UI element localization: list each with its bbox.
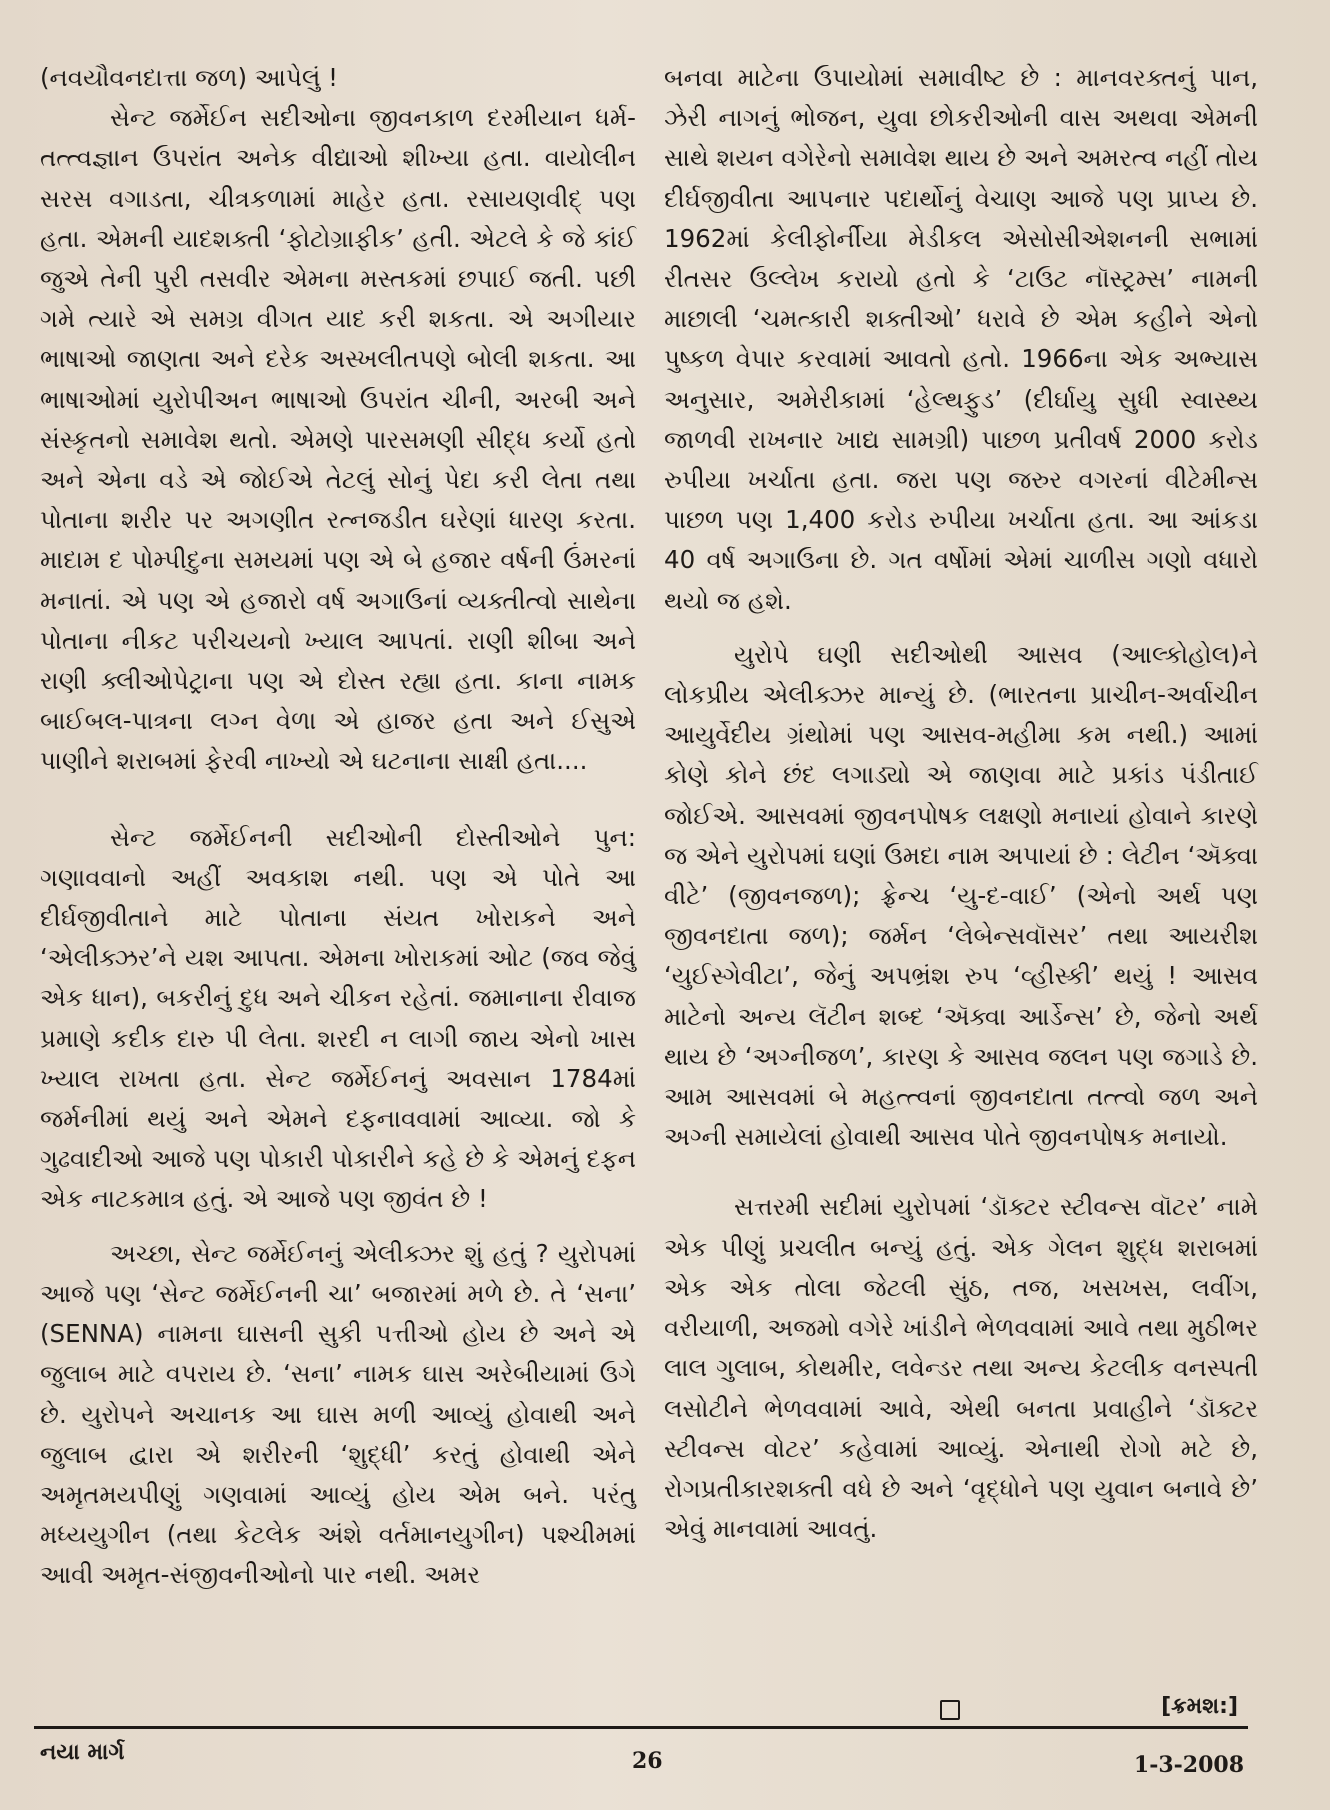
paragraph: (નવયૌવનદાત્તા જળ) આપેલું ! xyxy=(40,63,338,92)
article-end-box-icon xyxy=(940,1700,960,1720)
issue-date: 1-3-2008 xyxy=(1133,1752,1244,1778)
paragraph-gap xyxy=(664,1157,1258,1187)
magazine-name: નયા માર્ગ xyxy=(40,1740,125,1765)
paragraph: સત્તરમી સદીમાં યુરોપમાં ‘ડૉક્ટર સ્ટીવન્સ વૉટર’ નામે એક પીણું પ્રચલીત બન્યું હતું. એક ગેલન શુદ્ધ શરાબમાં એક એક તોલા જેટલી સુંઠ, તજ, ખસખસ, લવીંગ, વરીયાળી, અજમો વગેરે ખાંડીને ભેળવવામાં આવે તથા મુઠીભર લાલ ગુલાબ, કોથમીર, લવેન્ડર તથા અન્ય કેટલીક વનસ્પતી લસોટીને ભેળવવામાં આવે, એથી બનતા પ્રવાહીને ‘ડૉક્ટર સ્ટીવન્સ વોટર’ કહેવામાં આવ્યું. એનાથી રોગો મટે છે, રોગપ્રતીકારશક્તી વધે છે અને ‘વૃદ્ધોને પણ યુવાન બનાવે છે’ એવું માનવામાં આવતું. xyxy=(664,1192,1258,1544)
right-column xyxy=(664,58,1258,1549)
paragraph: અચ્છા, સેન્ટ જર્મેઈનનું એલીક્ઝર શું હતું ? યુરોપમાં આજે પણ ‘સેન્ટ જર્મેઈનની ચા’ બજારમાં મળે છે. તે ‘સના’ (SENNA) નામના ઘાસની સુકી પત્તીઓ હોય છે અને એ જુલાબ માટે વપરાય છે. ‘સના’ નામક ઘાસ અરેબીયામાં ઉગે છે. યુરોપને અચાનક આ ઘાસ મળી આવ્યું હોવાથી અને જુલાબ દ્વારા એ શરીરની ‘શુદ્ધી’ કરતું હોવાથી એને અમૃતમયપીણું ગણવામાં આવ્યું હોય એમ બને. પરંતુ મધ્યયુગીન (તથા કેટલેક અંશે વર્તમાનયુગીન) પશ્ચીમમાં આવી અમૃત-સંજીવનીઓનો પાર નથી. અમર xyxy=(40,1238,636,1590)
paragraph-gap xyxy=(664,621,1258,635)
paragraph-gap xyxy=(40,1220,636,1234)
paragraph: યુરોપે ઘણી સદીઓથી આસવ (આલ્કોહોલ)ને લોકપ્રીય એલીક્ઝર માન્યું છે. (ભારતના પ્રાચીન-અર્વાચીન આયુર્વેદીય ગ્રંથોમાં પણ આસવ-મહીમા કમ નથી.) આમાં કોણે કોને છંદ લગાડ્યો એ જાણવા માટે પ્રકાંડ પંડીતાઈ જોઈએ. આસવમાં જીવનપોષક લક્ષણો મનાયાં હોવાને કારણે જ એને યુરોપમાં ઘણાં ઉમદા નામ અપાયાં છે : લેટીન ‘ઍક્વા વીટે’ (જીવનજળ); ફ્રેન્ચ ‘યુ-દ-વાઈ’ (એનો અર્થ પણ જીવનદાતા જળ); જર્મન ‘લેબેન્સવૉસર’ તથા આયરીશ ‘યુઈસ્ગેવીટા’, જેનું અપભ્રંશ રુપ ‘વ્હીસ્કી’ થયું ! આસવ માટેનો અન્ય લૅટીન શબ્દ ‘ઍક્વા આર્ડેન્સ’ છે, જેનો અર્થ થાય છે ‘અગ્નીજળ’, કારણ કે આસવ જલન પણ જગાડે છે. આમ આસવમાં બે મહત્ત્વનાં જીવનદાતા તત્ત્વો જળ અને અગ્ની સમાયેલાં હોવાથી આસવ પોતે જીવનપોષક મનાયો. xyxy=(664,639,1258,1152)
footer-rule xyxy=(34,1726,1248,1729)
continued-label: [ક્રમશ:] xyxy=(1161,1694,1238,1719)
paragraph: બનવા માટેના ઉપાયોમાં સમાવીષ્ટ છે : માનવરક્તનું પાન, ઝેરી નાગનું ભોજન, યુવા છોકરીઓની વાસ અથવા એમની સાથે શયન વગેરેનો સમાવેશ થાય છે અને અમરત્વ નહીં તોય દીર્ઘજીવીતા આપનાર પદાર્થોનું વેચાણ આજે પણ પ્રાપ્ય છે. 1962માં કેલીફોર્નીયા મેડીકલ એસોસીએશનની સભામાં રીતસર ઉલ્લેખ કરાયો હતો કે ‘ટાઉટ નૉસ્ટ્રમ્સ’ નામની માછાલી ‘ચમત્કારી શક્તીઓ’ ધરાવે છે એમ કહીને એનો પુષ્કળ વેપાર કરવામાં આવતો હતો. 1966ના એક અભ્યાસ અનુસાર, અમેરીકામાં ‘હેલ્થફુડ’ (દીર્ઘાયુ સુધી સ્વાસ્થ્ય જાળવી રાખનાર ખાદ્ય સામગ્રી) પાછળ પ્રતીવર્ષ 2000 કરોડ રુપીયા ખર્ચાતા હતા. જરા પણ જરુર વગરનાં વીટેમીન્સ પાછળ પણ 1,400 કરોડ રુપીયા ખર્ચાતા હતા. આ આંકડા 40 વર્ષ અગાઉના છે. ગત વર્ષોમાં એમાં ચાળીસ ગણો વધારો થયો જ હશે. xyxy=(664,63,1258,615)
paragraph-gap xyxy=(40,782,636,818)
page-number: 26 xyxy=(632,1748,663,1774)
left-column xyxy=(40,58,636,1596)
paragraph: સેન્ટ જર્મેઈન સદીઓના જીવનકાળ દરમીયાન ધર્મ-તત્ત્વજ્ઞાન ઉપરાંત અનેક વીદ્યાઓ શીખ્યા હતા. વાયોલીન સરસ વગાડતા, ચીત્રકળામાં માહેર હતા. રસાયણવીદ્ પણ હતા. એમની યાદશક્તી ‘ફોટોગ્રાફીક’ હતી. એટલે કે જે કાંઈ જુએ તેની પુરી તસવીર એમના મસ્તકમાં છપાઈ જતી. પછી ગમે ત્યારે એ સમગ્ર વીગત યાદ કરી શકતા. એ અગીયાર ભાષાઓ જાણતા અને દરેક અસ્ખલીતપણે બોલી શકતા. આ ભાષાઓમાં યુરોપીઅન ભાષાઓ ઉપરાંત ચીની, અરબી અને સંસ્કૃતનો સમાવેશ થતો. એમણે પારસમણી સીદ્ધ કર્યો હતો અને એના વડે એ જોઈએ તેટલું સોનું પેદા કરી લેતા તથા પોતાના શરીર પર અગણીત રત્નજડીત ઘરેણાં ધારણ કરતા. માદામ દ પોમ્પીદુના સમયમાં પણ એ બે હજાર વર્ષની ઉંમરનાં મનાતાં. એ પણ એ હજારો વર્ષ અગાઉનાં વ્યક્તીત્વો સાથેના પોતાના નીકટ પરીચયનો ખ્યાલ આપતાં. રાણી શીબા અને રાણી ક્લીઓપેટ્રાના પણ એ દોસ્ત રહ્યા હતા. કાના નામક બાઈબલ-પાત્રના લગ્ન વેળા એ હાજર હતા અને ઈસુએ પાણીને શરાબમાં ફેરવી નાખ્યો એ ઘટનાના સાક્ષી હતા.... xyxy=(40,103,636,776)
paragraph: સેન્ટ જર્મેઈનની સદીઓની દોસ્તીઓને પુન: ગણાવવાનો અહીં અવકાશ નથી. પણ એ પોતે આ દીર્ઘજીવીતાને માટે પોતાના સંયત ખોરાકને અને ‘એલીક્ઝર’ને યશ આપતા. એમના ખોરાકમાં ઓટ (જવ જેવું એક ધાન), બકરીનું દુધ અને ચીકન રહેતાં. જમાનાના રીવાજ પ્રમાણે કદીક દારુ પી લેતા. શરદી ન લાગી જાય એનો ખાસ ખ્યાલ રાખતા હતા. સેન્ટ જર્મેઈનનું અવસાન 1784માં જર્મનીમાં થયું અને એમને દફનાવવામાં આવ્યા. જો કે ગુઢવાદીઓ આજે પણ પોકારી પોકારીને કહે છે કે એમનું દફન એક નાટકમાત્ર હતું. એ આજે પણ જીવંત છે ! xyxy=(40,822,636,1214)
